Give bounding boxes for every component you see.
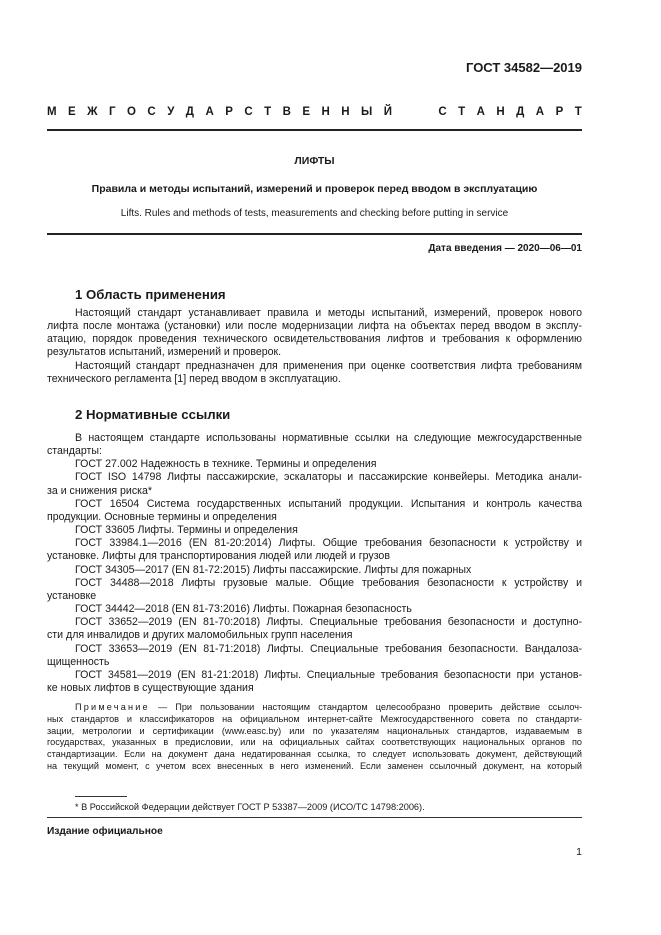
- banner-letter: Н: [341, 106, 350, 118]
- text-line: атацию, порядок проведения технического освидетельствования лифтов и требования к оформлению: [47, 333, 582, 346]
- interstate-standard-banner: [47, 106, 582, 118]
- reference-item: ГОСТ 34488—2018 Лифты грузовые малые. Общие требования безопасности к устройству и: [75, 576, 582, 589]
- banner-letter: Р: [225, 106, 233, 118]
- banner-letter: Д: [185, 106, 194, 118]
- reference-item: ГОСТ ISO 14798 Лифты пассажирские, эскалаторы и пассажирские конвейеры. Методика анали-: [75, 471, 582, 484]
- note-line: стандартизации. Если на документ дана недатированная ссылка, то следует использовать документ, действующий: [47, 749, 582, 760]
- section-1-paragraph-2: [47, 360, 582, 386]
- banner-letter: Н: [496, 106, 505, 118]
- text-line: В настоящем стандарте использованы нормативные ссылки на следующие межгосударственные: [75, 432, 582, 444]
- text-line: стандарты:: [47, 445, 102, 458]
- reference-item-continued: продукции. Основные термины и определения: [47, 510, 277, 523]
- reference-item: ГОСТ 16504 Система государственных испытаний продукции. Испытания и контроль качества: [75, 497, 582, 510]
- banner-letter: А: [476, 106, 485, 118]
- banner-letter: О: [127, 106, 136, 118]
- introduction-date: Дата введения — 2020—06—01: [428, 243, 582, 254]
- reference-item: ГОСТ 34581—2019 (EN 81-21:2018) Лифты. Специальные требования безопасности при установ-: [75, 668, 582, 681]
- section-1-paragraph-1: [47, 307, 582, 360]
- reference-item-continued: установке. Лифты для транспортирования людей или людей и грузов: [47, 550, 390, 563]
- reference-item: ГОСТ 33605 Лифты. Термины и определения: [75, 524, 298, 537]
- text-line: Настоящий стандарт устанавливает правила и методы испытаний, измерений, проверок нового: [75, 307, 582, 319]
- banner-letter: Й: [383, 106, 392, 118]
- banner-letter: Т: [264, 106, 272, 118]
- text-line: технического регламента [1] перед вводом в эксплуатацию.: [47, 373, 341, 386]
- banner-letter: В: [282, 106, 291, 118]
- standard-subtitle: Правила и методы испытаний, измерений и проверок перед вводом в эксплуатацию: [91, 183, 538, 195]
- text-line: результатов испытаний, измерений и проверок.: [47, 346, 282, 359]
- reference-item-continued: щищенность: [47, 655, 110, 668]
- banner-letter: С: [147, 106, 156, 118]
- footnote: * В Российской Федерации действует ГОСТ Р 53387—2009 (ИСО/ТС 14798:2006).: [75, 802, 425, 812]
- banner-letter: Е: [68, 106, 76, 118]
- header-rule: [47, 129, 582, 131]
- banner-letter: С: [438, 106, 447, 118]
- banner-letter: Д: [516, 106, 525, 118]
- note-line: [47, 702, 582, 714]
- standard-title: ЛИФТЫ: [294, 155, 335, 167]
- note-line: на текущий момент, с учетом всех внесенных в него изменений. Если заменен ссылочный документ, на который: [47, 760, 582, 771]
- reference-item: ГОСТ 33653—2019 (EN 81-71:2018) Лифты. Специальные требования безопасности. Вандалоза-: [75, 642, 582, 655]
- english-title: Lifts. Rules and methods of tests, measurements and checking before putting in service: [120, 208, 509, 219]
- section-2-body: [47, 432, 582, 695]
- section-1-heading: 1 Область применения: [75, 287, 226, 302]
- banner-letter: Ж: [87, 106, 98, 118]
- banner-letter: Т: [574, 106, 582, 118]
- text-line: Настоящий стандарт предназначен для применения при оценке соответствия лифта требованиям: [75, 360, 582, 372]
- banner-letter: У: [167, 106, 175, 118]
- section-2-heading: 2 Нормативные ссылки: [75, 407, 231, 422]
- banner-letter: А: [205, 106, 214, 118]
- banner-letter: [421, 106, 427, 118]
- note-label: Примечание: [75, 702, 150, 712]
- reference-item: ГОСТ 34305—2017 (EN 81-72:2015) Лифты пассажирские. Лифты для пожарных: [75, 563, 472, 576]
- banner-letter: С: [244, 106, 253, 118]
- document-number: ГОСТ 34582—2019: [466, 60, 582, 75]
- footer-rule: [47, 817, 582, 818]
- banner-letter: Т: [458, 106, 466, 118]
- banner-letter: Е: [302, 106, 311, 118]
- reference-item-continued: за и снижения риска*: [47, 484, 153, 497]
- footnote-separator: [75, 796, 127, 797]
- reference-item: ГОСТ 27.002 Надежность в технике. Термины и определения: [75, 458, 377, 471]
- note-line: ных стандартов и классификаторов на официальном интернет-сайте Межгосударственного совета по стандарти-: [47, 713, 582, 724]
- banner-letter: [403, 106, 409, 118]
- banner-letter: Ы: [361, 106, 373, 118]
- banner-letter: Р: [555, 106, 564, 118]
- note-text: — При пользовании настоящим стандартом целесообразно проверить действие ссылоч-: [149, 702, 582, 712]
- reference-item: ГОСТ 33652—2019 (EN 81-70:2018) Лифты. Специальные требования безопасности и доступно-: [75, 616, 582, 629]
- reference-item: ГОСТ 33984.1—2016 (EN 81-20:2014) Лифты. Общие требования безопасности к устройству и: [75, 537, 582, 550]
- note-line: государствах, указанных в предисловии, или на официальных сайтах соответствующих национальных органов по: [47, 737, 582, 748]
- banner-letter: А: [535, 106, 545, 118]
- reference-item-continued: установке: [47, 589, 97, 602]
- reference-item: ГОСТ 34442—2018 (EN 81-73:2016) Лифты. Пожарная безопасность: [75, 603, 412, 616]
- text-line: лифта после монтажа (установки) или после модернизации лифта на объектах перед вводом в эксплу-: [47, 320, 582, 333]
- reference-item-continued: сти для инвалидов и других маломобильных групп населения: [47, 629, 353, 642]
- note-block: [47, 702, 582, 773]
- banner-letter: Г: [109, 106, 116, 118]
- reference-item-continued: ке новых лифтов в существующие здания: [47, 681, 254, 694]
- banner-letter: М: [47, 106, 57, 118]
- official-edition-label: Издание официальное: [47, 826, 163, 837]
- note-line: зации, метрологии и сертификации (www.easc.by) или по указателям национальных стандартов, издаваемым в: [47, 725, 582, 736]
- title-rule: [47, 233, 582, 235]
- banner-letter: Н: [321, 106, 330, 118]
- page-number: 1: [576, 846, 582, 858]
